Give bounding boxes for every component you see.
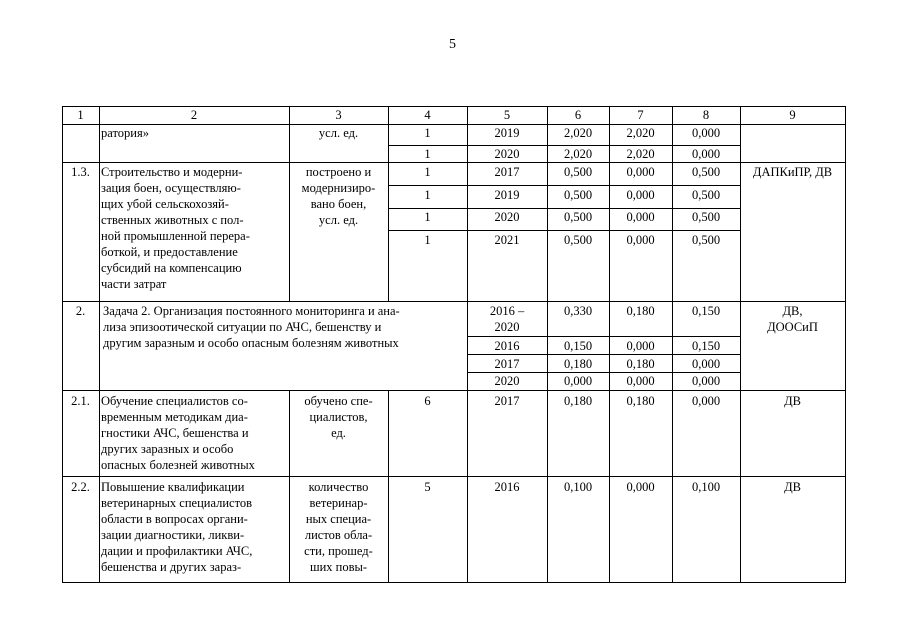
executor-cell: ДВ bbox=[784, 480, 801, 494]
row-rule bbox=[388, 208, 741, 209]
value-cell: 0,000 bbox=[626, 165, 655, 179]
measure-name: дации и профилактики АЧС, bbox=[101, 544, 253, 558]
unit-cell: количество bbox=[308, 480, 369, 494]
value-cell: 0,180 bbox=[626, 394, 655, 408]
unit-cell: вано боен, bbox=[310, 197, 367, 211]
measure-name: боткой, и предоставление bbox=[101, 245, 238, 259]
measure-name: части затрат bbox=[101, 277, 167, 291]
unit-cell: циалистов, bbox=[309, 410, 368, 424]
target-cell: 1 bbox=[424, 188, 431, 202]
column-rule bbox=[845, 106, 846, 583]
measure-name: бешенства и других зараз- bbox=[101, 560, 242, 574]
measure-name: Повышение квалификации bbox=[101, 480, 245, 494]
year-cell: 2020 bbox=[494, 147, 520, 161]
value-cell: 0,100 bbox=[563, 480, 593, 494]
measure-name: других заразных и особо bbox=[101, 442, 234, 456]
row-number: 2.2. bbox=[71, 480, 90, 494]
task-text: Задача 2. Организация постоянного мониторинга и ана- bbox=[103, 304, 400, 318]
row-rule bbox=[62, 162, 846, 163]
value-cell: 0,000 bbox=[626, 210, 655, 224]
value-cell: 0,000 bbox=[563, 374, 593, 388]
value-cell: 2,020 bbox=[626, 147, 655, 161]
measure-name: щих убой сельскохозяй- bbox=[101, 197, 229, 211]
year-cell: 2017 bbox=[494, 394, 520, 408]
value-cell: 2,020 bbox=[626, 126, 655, 140]
target-cell: 1 bbox=[424, 165, 431, 179]
measure-name: гностики АЧС, бешенства и bbox=[101, 426, 249, 440]
year-cell: 2021 bbox=[494, 233, 520, 247]
value-cell: 0,000 bbox=[626, 188, 655, 202]
value-cell: 0,500 bbox=[691, 210, 721, 224]
header-cell: 2 bbox=[190, 108, 198, 122]
column-rule bbox=[672, 106, 673, 583]
header-cell: 7 bbox=[637, 108, 644, 122]
row-rule bbox=[467, 372, 741, 373]
header-cell: 1 bbox=[77, 108, 84, 122]
unit-cell: построено и bbox=[305, 165, 372, 179]
value-cell: 0,500 bbox=[691, 165, 721, 179]
value-cell: 0,000 bbox=[626, 480, 655, 494]
target-cell: 1 bbox=[424, 210, 431, 224]
value-cell: 0,000 bbox=[691, 394, 721, 408]
header-cell: 3 bbox=[335, 108, 342, 122]
value-cell: 0,180 bbox=[563, 357, 593, 371]
unit-cell: ных специа- bbox=[305, 512, 372, 526]
value-cell: 0,500 bbox=[563, 233, 593, 247]
row-rule bbox=[388, 230, 741, 231]
value-cell: 0,500 bbox=[691, 188, 721, 202]
column-rule bbox=[467, 106, 468, 583]
unit-cell: ветеринар- bbox=[309, 496, 368, 510]
year-cell: 2016 bbox=[494, 480, 520, 494]
header-cell: 9 bbox=[789, 108, 796, 122]
value-cell: 0,000 bbox=[691, 357, 721, 371]
target-cell: 6 bbox=[424, 394, 431, 408]
unit-cell: усл. ед. bbox=[318, 126, 359, 140]
value-cell: 2,020 bbox=[563, 147, 593, 161]
measure-name: временным методикам диа- bbox=[101, 410, 248, 424]
unit-cell: сти, прошед- bbox=[304, 544, 373, 558]
value-cell: 0,150 bbox=[691, 339, 721, 353]
row-rule bbox=[388, 185, 741, 186]
value-cell: 0,500 bbox=[691, 233, 721, 247]
unit-cell: ших повы- bbox=[309, 560, 368, 574]
column-rule bbox=[289, 106, 290, 302]
value-cell: 0,000 bbox=[626, 339, 655, 353]
value-cell: 0,000 bbox=[691, 126, 721, 140]
unit-cell: ед. bbox=[331, 426, 346, 440]
row-rule bbox=[62, 582, 846, 583]
executor-cell: ДВ, bbox=[782, 304, 803, 318]
unit-cell: обучено спе- bbox=[304, 394, 373, 408]
column-rule bbox=[289, 390, 290, 583]
measure-name: Строительство и модерни- bbox=[101, 165, 243, 179]
year-cell: 2019 bbox=[494, 126, 520, 140]
page-number: 5 bbox=[449, 37, 456, 52]
row-rule bbox=[62, 476, 846, 477]
column-rule bbox=[609, 106, 610, 583]
value-cell: 0,000 bbox=[626, 374, 655, 388]
target-cell: 1 bbox=[424, 233, 431, 247]
row-rule bbox=[467, 336, 741, 337]
value-cell: 0,000 bbox=[691, 374, 721, 388]
header-cell: 4 bbox=[424, 108, 431, 122]
executor-cell: ДООСиП bbox=[767, 320, 818, 334]
measure-name: зации диагностики, ликви- bbox=[101, 528, 245, 542]
year-cell: 2017 bbox=[494, 165, 520, 179]
task-text: лиза эпизоотической ситуации по АЧС, бешенству и bbox=[103, 320, 382, 334]
target-cell: 5 bbox=[424, 480, 431, 494]
year-cell: 2016 bbox=[494, 339, 520, 353]
measure-name: области в вопросах органи- bbox=[101, 512, 248, 526]
header-cell: 5 bbox=[503, 108, 511, 122]
column-rule bbox=[547, 106, 548, 583]
header-cell: 8 bbox=[702, 108, 710, 122]
row-number: 2. bbox=[75, 304, 86, 318]
year-cell: 2016 – bbox=[489, 304, 525, 318]
value-cell: 0,150 bbox=[691, 304, 721, 318]
value-cell: 0,500 bbox=[563, 210, 593, 224]
value-cell: 0,180 bbox=[563, 394, 593, 408]
year-cell: 2020 bbox=[494, 320, 520, 334]
unit-cell: листов обла- bbox=[304, 528, 373, 542]
executor-cell: ДАПКиПР, ДВ bbox=[752, 165, 833, 179]
value-cell: 0,000 bbox=[691, 147, 721, 161]
unit-cell: модернизиро- bbox=[301, 181, 376, 195]
value-cell: 0,500 bbox=[563, 188, 593, 202]
task-text: другим заразным и особо опасным болезням животных bbox=[103, 336, 399, 350]
header-cell: 6 bbox=[574, 108, 582, 122]
row-number: 1.3. bbox=[71, 165, 90, 179]
measure-name: опасных болезней животных bbox=[101, 458, 255, 472]
target-cell: 1 bbox=[424, 126, 431, 140]
value-cell: 2,020 bbox=[563, 126, 593, 140]
value-cell: 0,330 bbox=[563, 304, 593, 318]
row-rule bbox=[62, 124, 846, 125]
row-rule bbox=[62, 390, 846, 391]
row-rule bbox=[62, 106, 846, 107]
year-cell: 2019 bbox=[494, 188, 520, 202]
column-rule bbox=[740, 106, 741, 583]
value-cell: 0,180 bbox=[626, 304, 655, 318]
executor-cell: ДВ bbox=[784, 394, 801, 408]
value-cell: 0,500 bbox=[563, 165, 593, 179]
column-rule bbox=[62, 106, 63, 583]
value-cell: 0,100 bbox=[691, 480, 721, 494]
measure-name: зация боен, осуществляю- bbox=[101, 181, 241, 195]
year-cell: 2020 bbox=[494, 374, 520, 388]
measure-name: Обучение специалистов со- bbox=[101, 394, 248, 408]
row-rule bbox=[62, 301, 846, 302]
column-rule bbox=[388, 390, 389, 583]
measure-name: ратория» bbox=[101, 126, 149, 140]
value-cell: 0,000 bbox=[626, 233, 655, 247]
row-number: 2.1. bbox=[71, 394, 90, 408]
target-cell: 1 bbox=[424, 147, 431, 161]
measure-name: ной промышленной перера- bbox=[101, 229, 250, 243]
value-cell: 0,150 bbox=[563, 339, 593, 353]
column-rule bbox=[99, 106, 100, 583]
row-rule bbox=[388, 145, 741, 146]
measure-name: субсидий на компенсацию bbox=[101, 261, 242, 275]
unit-cell: усл. ед. bbox=[318, 213, 359, 227]
row-rule bbox=[467, 354, 741, 355]
column-rule bbox=[388, 106, 389, 302]
measure-name: ветеринарных специалистов bbox=[101, 496, 253, 510]
value-cell: 0,180 bbox=[626, 357, 655, 371]
year-cell: 2017 bbox=[494, 357, 520, 371]
year-cell: 2020 bbox=[494, 210, 520, 224]
measure-name: ственных животных с пол- bbox=[101, 213, 244, 227]
